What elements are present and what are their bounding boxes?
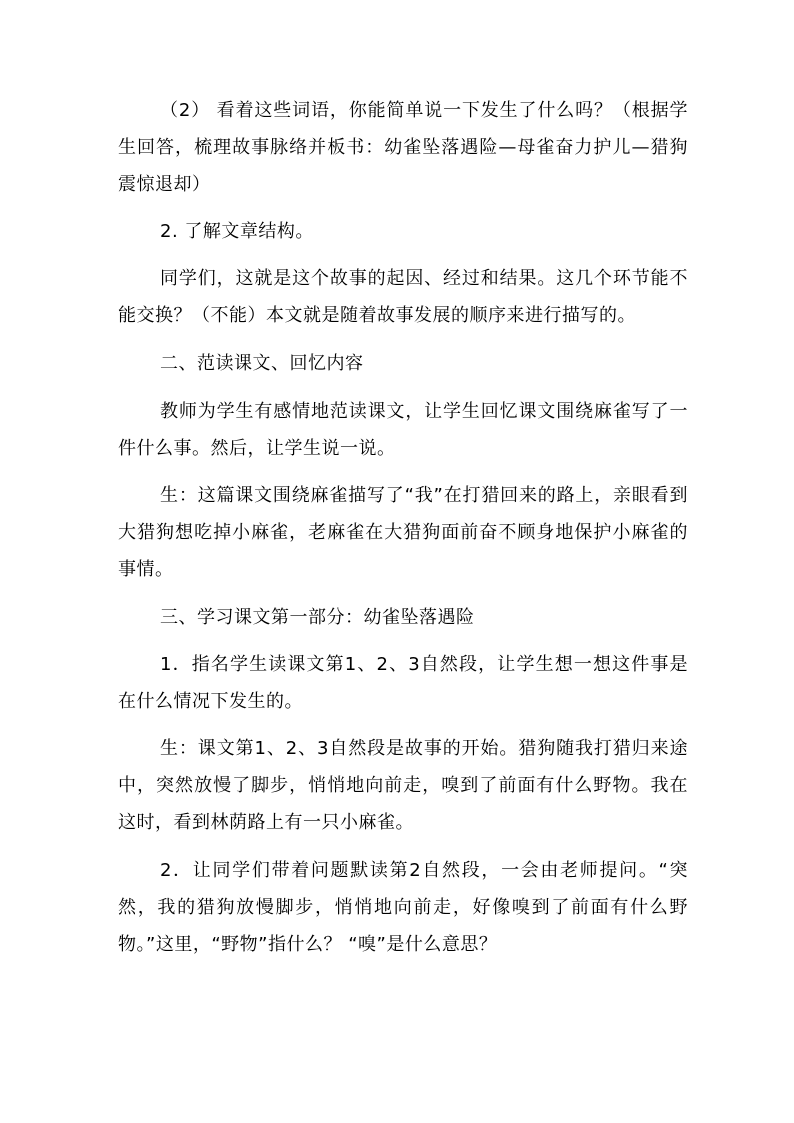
paragraph-student-answer-2: 生：课文第1、2、3自然段是故事的开始。猎狗随我打猎归来途中，突然放慢了脚步，悄悄地向前走，嗅到了前面有什么野物。我在这时，看到林荫路上有一只小麻雀。 (118, 738, 688, 833)
paragraph-student-answer-1: 生：这篇课文围绕麻雀描写了“我”在打猎回来的路上，亲眼看到大猎狗想吃掉小麻雀，老麻雀在大猎狗面前奋不顾身地保护小麻雀的事情。 (118, 485, 688, 580)
section-heading-part-one: 三、学习课文第一部分：幼雀坠落遇险 (160, 607, 475, 628)
paragraph-task-1: 1．指名学生读课文第1、2、3自然段，让学生想一想这件事是在什么情况下发生的。 (118, 654, 688, 712)
section-heading-model-reading: 二、范读课文、回忆内容 (160, 353, 364, 374)
paragraph-teacher-reading: 教师为学生有感情地范读课文，让学生回忆课文围绕麻雀写了一件什么事。然后，让学生说一说。 (118, 401, 688, 459)
paragraph-structure-explanation: 同学们，这就是这个故事的起因、经过和结果。这几个环节能不能交换？（不能）本文就是随着故事发展的顺序来进行描写的。 (118, 268, 688, 326)
paragraph-task-2: 2．让同学们带着问题默读第2自然段，一会由老师提问。“突然，我的猎狗放慢脚步，悄悄地向前走，好像嗅到了前面有什么野物。”这里，“野物”指什么？ “嗅”是什么意思？ (118, 860, 688, 955)
paragraph-structure-heading: 2. 了解文章结构。 (160, 221, 314, 242)
paragraph-story-outline: （2） 看着这些词语，你能简单说一下发生了什么吗？（根据学生回答，梳理故事脉络并板书：幼雀坠落遇险—母雀奋力护儿—猎狗震惊退却） (118, 100, 688, 195)
